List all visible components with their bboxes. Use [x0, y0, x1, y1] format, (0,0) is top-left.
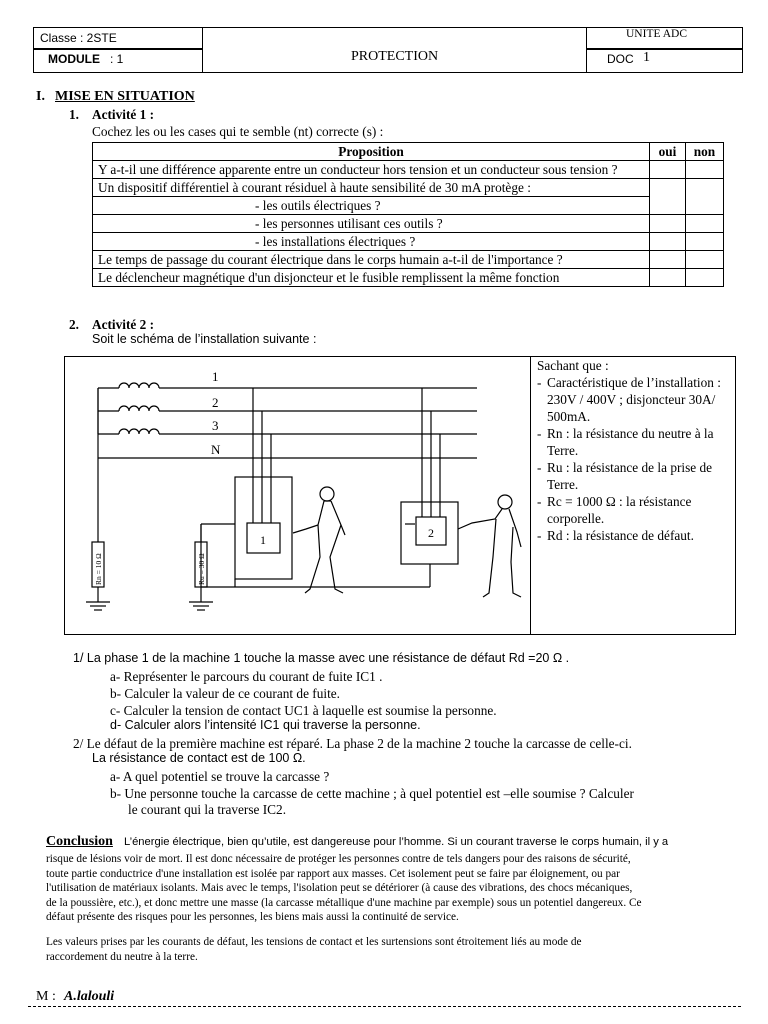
machine-1-casing — [235, 477, 292, 579]
table-row — [93, 161, 724, 179]
person-1-figure — [293, 487, 345, 593]
activity1-number: 1. — [69, 107, 79, 122]
header-divider — [586, 48, 742, 50]
proposition-text: - les installations électriques ? — [93, 233, 650, 251]
module-label: MODULE — [48, 52, 100, 66]
ru-label: Ru = 30 Ω — [197, 553, 206, 585]
footer-m-label: M : — [36, 989, 56, 1004]
checkbox-non[interactable] — [686, 161, 724, 179]
conclusion-line: raccordement du neutre à la terre. — [46, 950, 198, 963]
conclusion-body — [46, 852, 736, 925]
rn-label: Rn = 10 Ω — [94, 553, 103, 585]
table-row — [93, 269, 724, 287]
conclusion-line: risque de lésions voir de mort. Il est donc nécessaire de protéger les personnes contre de tels dangers pour des raisons de sécurité, — [46, 853, 631, 865]
coil-1 — [119, 383, 159, 388]
list-item: - Rd : la résistance de défaut. — [537, 527, 730, 544]
proposition-text: - les personnes utilisant ces outils ? — [93, 215, 650, 233]
line-n-label: N — [211, 442, 221, 457]
schema-divider — [530, 356, 531, 634]
header-box — [33, 27, 743, 73]
sachant-item: Rc = 1000 Ω : la résistance corporelle. — [547, 494, 692, 526]
conclusion-line: défaut présente des risques pour les personnes, les biens mais aussi la continuité de service. — [46, 911, 459, 923]
question-2: 2/ Le défaut de la première machine est réparé. La phase 2 de la machine 2 touche la carcasse de celle-ci. — [73, 736, 632, 751]
table-row — [93, 251, 724, 269]
question-2b: b- Une personne touche la carcasse de cette machine ; à quel potentiel est –elle soumise ? Calculer — [110, 786, 634, 801]
doc-value: 1 — [643, 50, 650, 65]
activity2-title: Activité 2 : — [92, 317, 155, 332]
machine-2-label: 2 — [428, 526, 434, 540]
proposition-text: Un dispositif différentiel à courant résiduel à haute sensibilité de 30 mA protège : — [93, 179, 650, 197]
table-row — [93, 179, 724, 197]
checkbox-oui[interactable] — [650, 179, 686, 215]
coil-3 — [119, 429, 159, 434]
checkbox-oui[interactable] — [650, 215, 686, 233]
question-1b: b- Calculer la valeur de ce courant de fuite. — [110, 686, 340, 701]
module-value: : 1 — [110, 52, 124, 66]
checkbox-non[interactable] — [686, 233, 724, 251]
coil-2 — [119, 406, 159, 411]
conclusion-line: de la poussière, etc.), et donc mettre une masse (la carcasse métallique d'une machine par exemple) sous un potentiel dangereux. Ce — [46, 896, 642, 909]
activity1-title: Activité 1 : — [92, 107, 155, 122]
checkbox-oui[interactable] — [650, 161, 686, 179]
page-title: PROTECTION — [351, 49, 439, 64]
line-1-label: 1 — [212, 369, 219, 384]
list-item: - Ru : la résistance de la prise de Terre. — [537, 459, 730, 493]
list-item: - Caractéristique de l’installation : 230V / 400V ; disjoncteur 30A/ 500mA. — [537, 374, 730, 425]
list-item: - Rc = 1000 Ω : la résistance corporelle. — [537, 493, 730, 527]
proposition-table — [92, 142, 724, 287]
conclusion-line: l'utilisation de matériaux isolants. Mais avec le temps, l'isolation peut se détériorer (à cause des vibrations, des chocs mécaniques, — [46, 882, 633, 894]
col-proposition: Proposition — [93, 143, 650, 161]
activity2-number: 2. — [69, 317, 79, 332]
classe-label: Classe : 2STE — [40, 31, 117, 45]
col-non: non — [686, 143, 724, 161]
checkbox-non[interactable] — [686, 269, 724, 287]
question-2a: a- A quel potentiel se trouve la carcasse ? — [110, 769, 330, 784]
question-1a: a- Représenter le parcours du courant de fuite IC1 . — [110, 669, 383, 684]
sachant-item: Rd : la résistance de défaut. — [547, 528, 694, 543]
checkbox-non[interactable] — [686, 251, 724, 269]
checkbox-non[interactable] — [686, 215, 724, 233]
activity1-instruction: Cochez les ou les cases qui te semble (nt) correcte (s) : — [92, 124, 384, 139]
sachant-panel — [537, 357, 730, 544]
table-row — [93, 233, 724, 251]
question-2-line2: La résistance de contact est de 100 Ω. — [92, 751, 306, 765]
proposition-text: Le déclencheur magnétique d'un disjoncteur et le fusible remplissent la même fonction — [93, 269, 650, 287]
proposition-text: Y a-t-il une différence apparente entre un conducteur hors tension et un conducteur sous tension ? — [93, 161, 650, 179]
conclusion-paragraph-2 — [46, 935, 736, 964]
question-1c: c- Calculer la tension de contact UC1 à laquelle est soumise la personne. — [110, 703, 497, 718]
sachant-item: Rn : la résistance du neutre à la Terre. — [547, 426, 714, 458]
checkbox-non[interactable] — [686, 179, 724, 215]
sachant-item: Ru : la résistance de la prise de Terre. — [547, 460, 713, 492]
sachant-title: Sachant que : — [537, 358, 609, 373]
unite-label: UNITE ADC — [626, 28, 688, 40]
proposition-text: - les outils électriques ? — [93, 197, 650, 215]
checkbox-oui[interactable] — [650, 251, 686, 269]
activity2-instruction: Soit le schéma de l’installation suivante : — [92, 332, 317, 346]
line-3-label: 3 — [212, 418, 219, 433]
installation-diagram — [65, 357, 530, 633]
checkbox-oui[interactable] — [650, 269, 686, 287]
person-2-figure — [458, 495, 521, 597]
machine-1-label: 1 — [260, 533, 266, 547]
table-row — [93, 197, 724, 215]
conclusion-line: Les valeurs prises par les courants de défaut, les tensions de contact et les surtensions sont étroitement liés au mode de — [46, 936, 582, 948]
conclusion-line: L’énergie électrique, bien qu’utile, est dangereuse pour l’homme. Si un courant traverse le corps humain, il y a — [124, 836, 669, 848]
col-oui: oui — [650, 143, 686, 161]
question-2b-continued: le courant qui la traverse IC2. — [128, 802, 287, 817]
question-1d: d- Calculer alors l’intensité IC1 qui traverse la personne. — [110, 718, 421, 732]
footer-author: A.lalouli — [64, 989, 115, 1004]
table-row — [93, 215, 724, 233]
line-2-label: 2 — [212, 395, 219, 410]
question-1: 1/ La phase 1 de la machine 1 touche la masse avec une résistance de défaut Rd =20 Ω . — [73, 651, 570, 665]
conclusion-line: toute partie conductrice d'une installation est isolée par rapport aux masses. Cet isolement peut se faire par éloignement, ou par — [46, 867, 620, 880]
proposition-text: Le temps de passage du courant électrique dans le corps humain a-t-il de l'importance ? — [93, 251, 650, 269]
sachant-item: Caractéristique de l’installation : 230V / 400V ; disjoncteur 30A/ 500mA. — [547, 375, 721, 424]
list-item: - Rn : la résistance du neutre à la Terre. — [537, 425, 730, 459]
doc-label: DOC — [607, 52, 634, 66]
section-number: I. — [36, 89, 45, 104]
section-heading: MISE EN SITUATION — [55, 89, 195, 104]
conclusion-label: Conclusion — [46, 834, 113, 849]
checkbox-oui[interactable] — [650, 233, 686, 251]
footer-divider — [28, 1006, 741, 1007]
